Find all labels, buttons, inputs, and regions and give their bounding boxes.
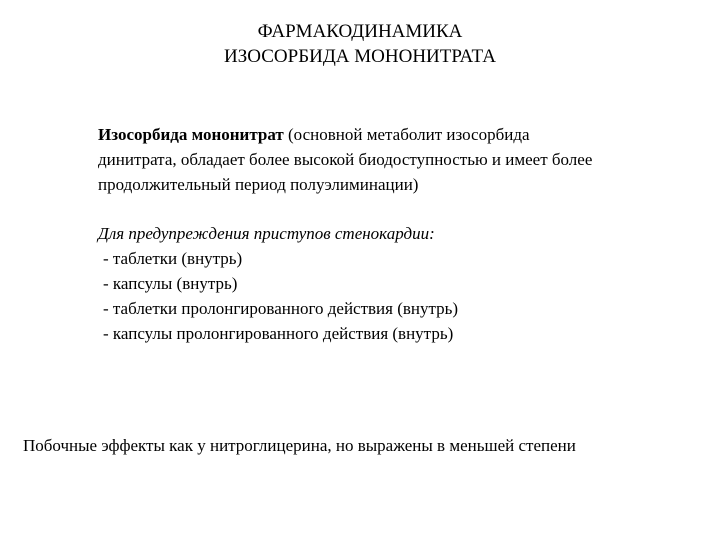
intro-line-2: динитрата, обладает более высокой биодоступностью и имеет более xyxy=(98,150,593,169)
intro-line-3: продолжительный период полуэлиминации) xyxy=(98,175,419,194)
title-line-1: ФАРМАКОДИНАМИКА xyxy=(257,21,463,42)
uses-section xyxy=(98,221,698,346)
list-item: - таблетки (внутрь) xyxy=(103,249,243,268)
uses-heading: Для предупреждения приступов стенокардии: xyxy=(98,224,435,243)
intro-line-1-rest: (основной метаболит изосорбида xyxy=(283,125,530,144)
intro-line-1 xyxy=(98,122,698,147)
list-item: - капсулы (внутрь) xyxy=(103,274,238,293)
side-effects-text: Побочные эффекты как у нитроглицерина, но выражены в меньшей степени xyxy=(23,436,576,455)
list-item: - таблетки пролонгированного действия (внутрь) xyxy=(103,299,459,318)
slide-title xyxy=(0,19,720,69)
drug-name-term: Изосорбида мононитрат xyxy=(98,125,284,144)
title-line-2: ИЗОСОРБИДА МОНОНИТРАТА xyxy=(224,46,496,67)
dosage-forms-list xyxy=(98,246,698,346)
list-item: - капсулы пролонгированного действия (внутрь) xyxy=(103,324,454,343)
intro-paragraph xyxy=(98,122,698,197)
